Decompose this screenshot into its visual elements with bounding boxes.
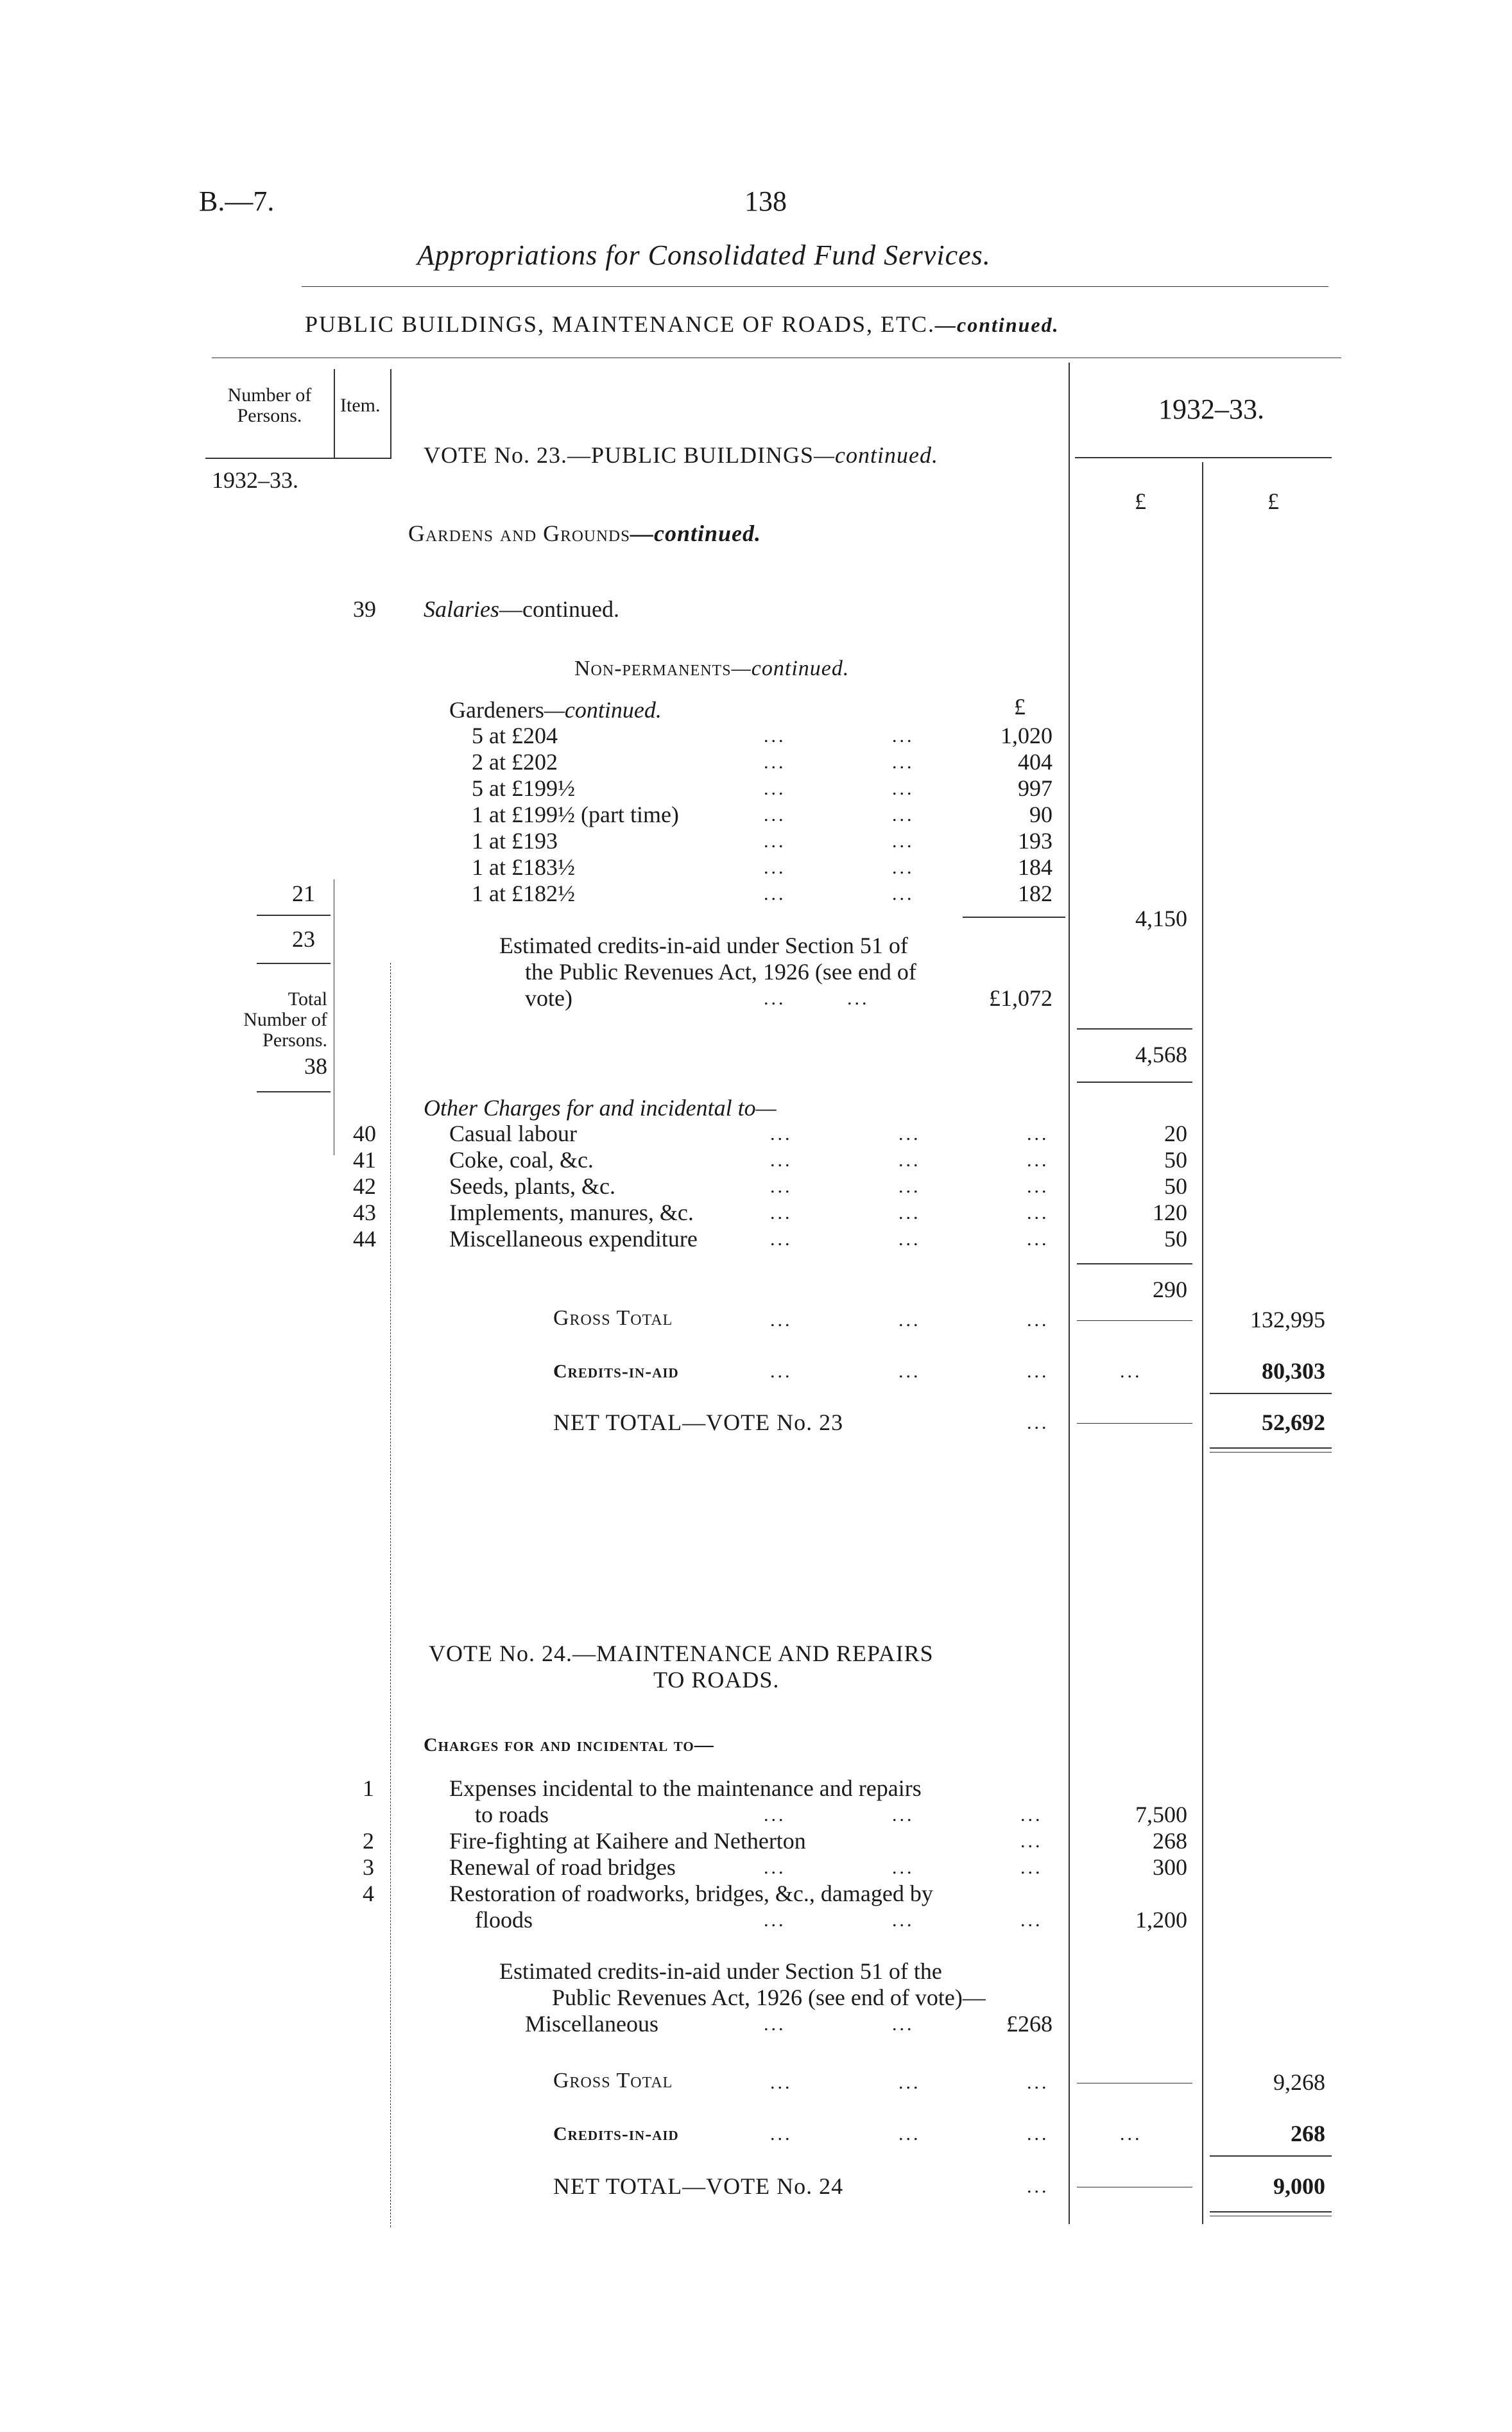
vote24-item-number: 4 — [363, 1881, 374, 1906]
persons-rule — [257, 915, 331, 916]
item-39: 39 — [353, 596, 376, 622]
page-title: Appropriations for Consolidated Fund Services. — [417, 239, 991, 271]
vote24-item-text: Expenses incidental to the maintenance and repairs — [449, 1775, 922, 1801]
non-permanents-label: Non-permanents — [574, 657, 732, 680]
page-number: 138 — [744, 185, 787, 217]
other-charge-label: Miscellaneous expenditure — [449, 1226, 698, 1252]
leader-dots: ... — [764, 804, 786, 825]
vote23-net-total-label: NET TOTAL—VOTE No. 23 — [553, 1410, 844, 1435]
vote24-item-amount: 300 — [1153, 1854, 1187, 1880]
gardeners-label: Gardeners — [449, 697, 544, 723]
vote23-title-main: VOTE No. 23.—PUBLIC BUILDINGS — [424, 442, 814, 468]
other-charge-amount: 20 — [1164, 1121, 1187, 1146]
vote24-item-text: floods — [475, 1907, 533, 1933]
other-charge-item-number: 42 — [353, 1173, 376, 1199]
non-permanents-continued: —continued. — [731, 657, 850, 680]
leader-dots: ... — [770, 1309, 793, 1331]
leader-dots: ... — [898, 1361, 921, 1382]
other-charge-label: Implements, manures, &c. — [449, 1200, 694, 1225]
vote24-item-text: Renewal of road bridges — [449, 1854, 676, 1880]
leader-dots: ... — [764, 831, 786, 852]
item-heading: Item. — [340, 395, 381, 416]
leader-dots: ... — [898, 1229, 921, 1250]
leader-dots: ... — [770, 2072, 793, 2093]
leader-dots: ... — [764, 752, 786, 773]
leader-dots: ... — [892, 857, 915, 878]
vote23-gross-total: 132,995 — [1250, 1307, 1325, 1332]
title-rule — [302, 286, 1328, 287]
vote24-gross-total-label: Gross Total — [553, 2069, 673, 2092]
other-charge-item-number: 40 — [353, 1121, 376, 1146]
vote24-gross-total: 9,268 — [1273, 2069, 1325, 2095]
leader-dots: ... — [1027, 1176, 1049, 1197]
vote23-credits-in-aid-label: Credits-in-aid — [553, 1361, 679, 1382]
leader-dots: ... — [892, 883, 915, 904]
leader-dots: ... — [1020, 1831, 1043, 1852]
gardeners-heading — [449, 696, 662, 723]
leader-dots: ... — [892, 725, 915, 746]
leader-dots: ... — [1020, 1910, 1043, 1931]
gardener-row-label: 1 at £182½ — [472, 881, 575, 906]
vote24-item-text: Restoration of roadworks, bridges, &c., damaged by — [449, 1881, 933, 1906]
persons-rule — [257, 963, 331, 964]
vote24-item-amount: 1,200 — [1135, 1907, 1187, 1933]
other-charge-label: Coke, coal, &c. — [449, 1147, 594, 1173]
vote24-item-number: 2 — [363, 1828, 374, 1854]
leader-dots: ... — [1027, 1202, 1049, 1223]
leader-dots: ... — [764, 883, 786, 904]
gardeners-continued: —continued. — [544, 697, 662, 723]
leader-dots: ... — [764, 1910, 786, 1931]
vote23-credits-text: the Public Revenues Act, 1926 (see end of — [525, 959, 916, 985]
leader-dots: ... — [898, 1123, 921, 1144]
gardener-row-amount: 193 — [1018, 828, 1052, 854]
vote23-credits-text: Estimated credits-in-aid under Section 51 of — [499, 933, 908, 958]
vote23-net-total: 52,692 — [1262, 1410, 1325, 1435]
gardener-row-label: 1 at £193 — [472, 828, 558, 854]
pound-heading-2: £ — [1267, 488, 1279, 514]
leader-dots: ... — [770, 1176, 793, 1197]
leader-dots: ... — [770, 1150, 793, 1171]
leader-dots: ... — [764, 778, 786, 799]
leader-dots: ... — [898, 1176, 921, 1197]
other-charge-item-number: 43 — [353, 1200, 376, 1225]
other-charges-heading: Other Charges for and incidental to— — [424, 1095, 777, 1121]
leader-dots: ... — [764, 1857, 786, 1878]
year-heading-left: 1932–33. — [212, 467, 298, 493]
vote23-credits-in-aid: 80,303 — [1262, 1358, 1325, 1384]
leader-dots: ... — [898, 1309, 921, 1331]
leader-dots: ... — [1027, 1361, 1049, 1382]
persons-21: 21 — [292, 881, 315, 906]
vote24-credits-in-aid-mid: ... — [1120, 2123, 1142, 2144]
persons-heading-rule — [205, 458, 391, 459]
leader-dots: ... — [1020, 1804, 1043, 1825]
leader-dots: ... — [1027, 2123, 1049, 2144]
other-charge-amount: 50 — [1164, 1226, 1187, 1252]
section-subtitle — [305, 311, 1060, 338]
leader-dots: ... — [1027, 2072, 1049, 2093]
leader-dots: ... — [892, 2014, 915, 2035]
net-total-dash — [1077, 1423, 1192, 1424]
leader-dots: ... — [764, 988, 786, 1009]
item-text-divider — [390, 369, 391, 459]
gardens-grounds-label: Gardens and Grounds — [408, 521, 630, 546]
vote24-charges-heading: Charges for and incidental to— — [424, 1734, 714, 1755]
leader-dots: ... — [764, 725, 786, 746]
net-total-rule — [1210, 2211, 1332, 2212]
persons-23: 23 — [292, 926, 315, 952]
gross-total-dash — [1077, 1320, 1192, 1321]
vote24-credits-amount: £268 — [1006, 2011, 1052, 2037]
number-of-persons-heading: Number of Persons. — [227, 384, 312, 426]
gardener-row-label: 2 at £202 — [472, 749, 558, 775]
total-persons-label: Total — [288, 988, 327, 1010]
salaries-label: Salaries — [424, 596, 500, 622]
other-charge-label: Casual labour — [449, 1121, 577, 1146]
vote24-net-total-label: NET TOTAL—VOTE No. 24 — [553, 2173, 844, 2199]
vote23-section-heading — [408, 520, 761, 547]
leader-dots: ... — [898, 2123, 921, 2144]
credits-in-aid-rule — [1210, 2155, 1332, 2157]
vote24-credits-in-aid: 268 — [1291, 2121, 1325, 2146]
vote23-credits-text: vote) — [525, 985, 572, 1011]
salaries-total: 4,568 — [1135, 1042, 1187, 1067]
vote24-credits-text: Miscellaneous — [525, 2011, 658, 2037]
subtitle-main: PUBLIC BUILDINGS, MAINTENANCE OF ROADS, ETC. — [305, 311, 936, 337]
gardeners-subtotal-rule — [963, 917, 1065, 918]
vote24-item-amount: 7,500 — [1135, 1802, 1187, 1827]
persons-item-divider — [334, 369, 335, 459]
gardener-row-amount: 404 — [1018, 749, 1052, 775]
other-charge-amount: 50 — [1164, 1173, 1187, 1199]
leader-dots: ... — [764, 1804, 786, 1825]
salaries-subtotal: 4,150 — [1135, 906, 1187, 931]
leader-dots: ... — [1027, 1412, 1049, 1433]
leader-dots: ... — [892, 804, 915, 825]
subtitle-continued: —continued. — [935, 313, 1060, 336]
leader-dots: ... — [892, 1857, 915, 1878]
vote24-item-text: Fire-fighting at Kaihere and Netherton — [449, 1828, 806, 1854]
leader-dots: ... — [770, 1229, 793, 1250]
gardener-row-amount: 182 — [1018, 881, 1052, 906]
leader-dots: ... — [847, 988, 870, 1009]
vote23-credits-in-aid-mid: ... — [1120, 1361, 1142, 1382]
leader-dots: ... — [764, 2014, 786, 2035]
vote24-credits-text: Estimated credits-in-aid under Section 51 of the — [499, 1958, 942, 1984]
vote23-title-continued: —continued. — [814, 442, 938, 468]
leader-dots: ... — [1020, 1857, 1043, 1878]
gardener-row-label: 1 at £199½ (part time) — [472, 802, 679, 827]
leader-dots: ... — [892, 1804, 915, 1825]
other-charge-label: Seeds, plants, &c. — [449, 1173, 615, 1199]
gardener-row-label: 5 at £204 — [472, 723, 558, 748]
vote24-title-line2: TO ROADS. — [653, 1667, 780, 1693]
leader-dots: ... — [770, 2123, 793, 2144]
year-heading-right: 1932–33. — [1158, 393, 1264, 425]
pound-heading-1: £ — [1135, 488, 1146, 514]
vote23-credits-amount: £1,072 — [989, 985, 1052, 1011]
leader-dots: ... — [898, 2072, 921, 2093]
leader-dots: ... — [898, 1150, 921, 1171]
leader-dots: ... — [1027, 1229, 1049, 1250]
other-charge-item-number: 41 — [353, 1147, 376, 1173]
leader-dots: ... — [770, 1202, 793, 1223]
other-charges-total: 290 — [1153, 1277, 1187, 1302]
vote24-title: VOTE No. 24.—MAINTENANCE AND REPAIRS — [429, 1641, 934, 1666]
leader-dots: ... — [770, 1361, 793, 1382]
year-heading-rule — [1075, 457, 1332, 458]
gardens-grounds-continued: —continued. — [630, 521, 761, 546]
leader-dots: ... — [1027, 2176, 1049, 2197]
gardener-row-label: 1 at £183½ — [472, 854, 575, 880]
gardener-row-amount: 1,020 — [1001, 723, 1052, 748]
leader-dots: ... — [892, 831, 915, 852]
vote24-credits-text: Public Revenues Act, 1926 (see end of vote)— — [552, 1985, 986, 2010]
leader-dots: ... — [892, 1910, 915, 1931]
amount-column-left-border — [1069, 363, 1070, 2224]
gardener-row-amount: 184 — [1018, 854, 1052, 880]
gardener-row-amount: 90 — [1029, 802, 1052, 827]
non-permanents-heading — [574, 657, 849, 681]
gardener-row-label: 5 at £199½ — [472, 775, 575, 801]
leader-dots: ... — [1027, 1309, 1049, 1331]
vote24-item-amount: 268 — [1153, 1828, 1187, 1854]
other-charge-amount: 50 — [1164, 1147, 1187, 1173]
leader-dots: ... — [1027, 1123, 1049, 1144]
salaries-total-rule — [1077, 1028, 1192, 1030]
net-total-rule — [1210, 1447, 1332, 1449]
leader-dots: ... — [892, 752, 915, 773]
salaries-total-rule — [1077, 1082, 1192, 1083]
persons-rule — [257, 1091, 331, 1092]
other-charges-total-rule — [1077, 1263, 1192, 1264]
vote24-item-number: 3 — [363, 1854, 374, 1880]
vote24-item-text: to roads — [475, 1802, 549, 1827]
gardeners-pound-sign: £ — [1014, 694, 1026, 720]
gardener-row-amount: 997 — [1018, 775, 1052, 801]
vote23-gross-total-label: Gross Total — [553, 1306, 673, 1330]
item-text-divider-lower — [390, 963, 391, 2227]
salaries-heading — [424, 596, 619, 623]
other-charge-item-number: 44 — [353, 1226, 376, 1252]
credits-in-aid-rule — [1210, 1393, 1332, 1394]
total-persons-label: Number of — [243, 1009, 327, 1030]
leader-dots: ... — [892, 778, 915, 799]
vote24-credits-in-aid-label: Credits-in-aid — [553, 2123, 679, 2144]
total-persons: 38 — [304, 1053, 327, 1079]
leader-dots: ... — [770, 1123, 793, 1144]
leader-dots: ... — [764, 857, 786, 878]
vote24-net-total: 9,000 — [1273, 2173, 1325, 2199]
page-reference: B.—7. — [199, 185, 275, 217]
salaries-continued: —continued. — [499, 596, 619, 622]
net-total-rule — [1210, 1452, 1332, 1453]
other-charge-amount: 120 — [1153, 1200, 1187, 1225]
amount-column-mid-border — [1202, 462, 1203, 2224]
vote24-item-number: 1 — [363, 1775, 374, 1801]
leader-dots: ... — [1027, 1150, 1049, 1171]
vote23-title — [424, 442, 938, 469]
total-persons-label: Persons. — [262, 1030, 327, 1051]
leader-dots: ... — [898, 1202, 921, 1223]
